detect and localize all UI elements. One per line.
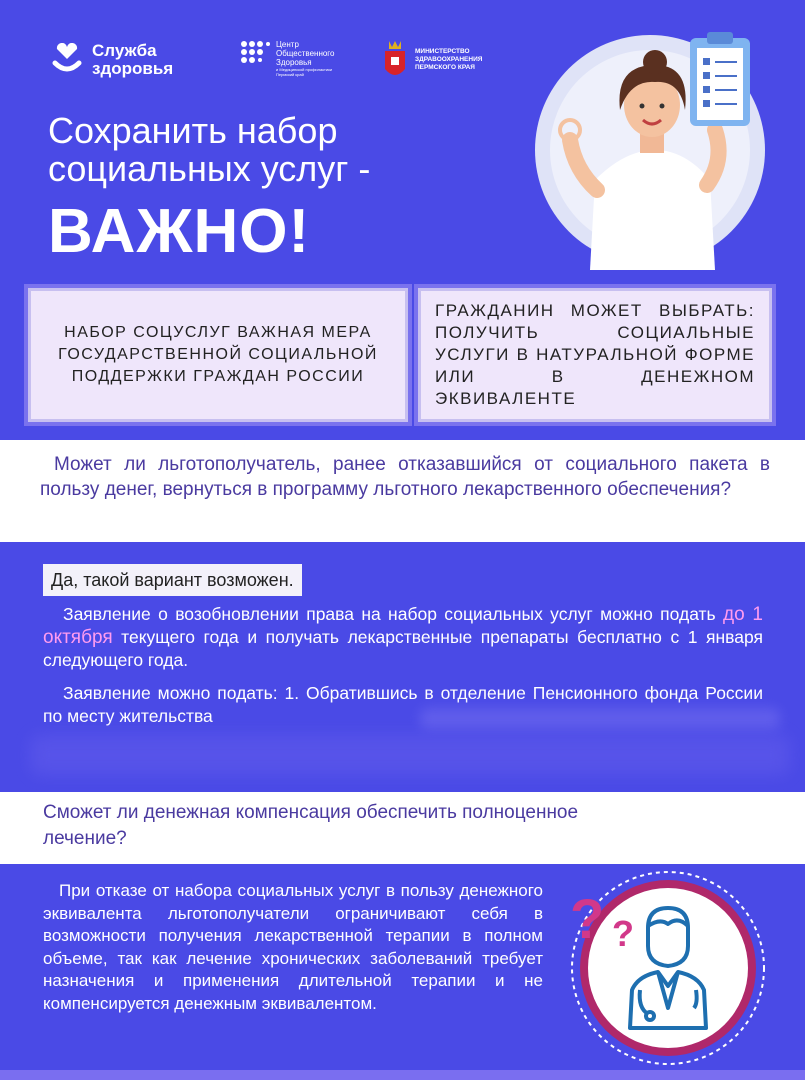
answer-1-text-before: Заявление о возобновлении права на набор социальных услуг можно подать (63, 604, 724, 624)
coat-of-arms-icon (383, 39, 407, 81)
info-box-right-text: ГРАЖДАНИН МОЖЕТ ВЫБРАТЬ: ПОЛУЧИТЬ СОЦИАЛЬНЫЕ УСЛУГИ В НАТУРАЛЬНОЙ ФОРМЕ ИЛИ В ДЕНЕЖНОМ ЭКВИВАЛЕНТЕ (435, 301, 755, 408)
center-small-text: и Медицинской профилактики Пермский край (276, 67, 333, 77)
ministry-name-line: ЗДРАВООХРАНЕНИЯ (415, 56, 483, 63)
bottom-bar (0, 1070, 805, 1080)
center-name-line: Центр (276, 40, 299, 49)
answer-1-text-after: текущего года и получать лекарственные препараты бесплатно с 1 января следующего года. (43, 627, 763, 670)
info-box-left-text: НАБОР СОЦУСЛУГ ВАЖНАЯ МЕРА ГОСУДАРСТВЕННОЙ СОЦИАЛЬНОЙ ПОДДЕРЖКИ ГРАЖДАН РОССИИ (58, 324, 378, 385)
answer-1-label: Да, такой вариант возможен. (43, 564, 302, 596)
answer-2-paragraph: При отказе от набора социальных услуг в пользу денежного эквивалента льготополучатели ограничивают себя в возможности получения лекарственной терапии в полном объеме, так как лечение хронических заболеваний требует назначения и применения длительной терапии и не компенсируется денежным эквивалентом. (43, 881, 543, 1013)
title-important: ВАЖНО! (48, 197, 311, 266)
svg-text:?: ? (570, 887, 605, 950)
question-1: Может ли льготополучатель, ранее отказавшийся от социального пакета в пользу денег, вернуться в программу льготного лекарственного обеспечения? (40, 454, 770, 500)
title-line-1: Сохранить набор (48, 110, 338, 151)
blurred-text (420, 708, 780, 730)
health-service-logo (50, 40, 200, 80)
svg-text:?: ? (612, 913, 634, 954)
dots-grid-icon (240, 40, 270, 68)
blurred-text (30, 735, 790, 775)
answer-1-paragraph-2: Заявление можно подать: 1. Обратившись в отделение Пенсионного фонда России по месту жительства (43, 683, 763, 726)
answer-1-paragraph-1 (43, 603, 763, 672)
heart-smile-icon (50, 43, 84, 77)
doctor-illustration (515, 20, 780, 270)
deadline-highlight: до 1 октября (43, 604, 763, 648)
doctor-avatar-icon (568, 868, 768, 1068)
health-service-logo-text: Служба здоровья (92, 41, 174, 78)
title-line-2: социальных услуг - (48, 148, 371, 189)
center-name-line: Здоровья (276, 58, 312, 67)
ministry-name-line: МИНИСТЕРСТВО (415, 48, 470, 55)
question-2: Сможет ли денежная компенсация обеспечить полноценное лечение? (43, 802, 579, 849)
info-box-right (418, 288, 772, 422)
center-name-line: Общественного (276, 49, 335, 58)
public-health-center-logo (240, 40, 360, 90)
ministry-name-line: ПЕРМСКОГО КРАЯ (415, 64, 475, 71)
ministry-logo (383, 35, 513, 85)
info-box-left (28, 288, 408, 422)
page-title (48, 112, 370, 188)
